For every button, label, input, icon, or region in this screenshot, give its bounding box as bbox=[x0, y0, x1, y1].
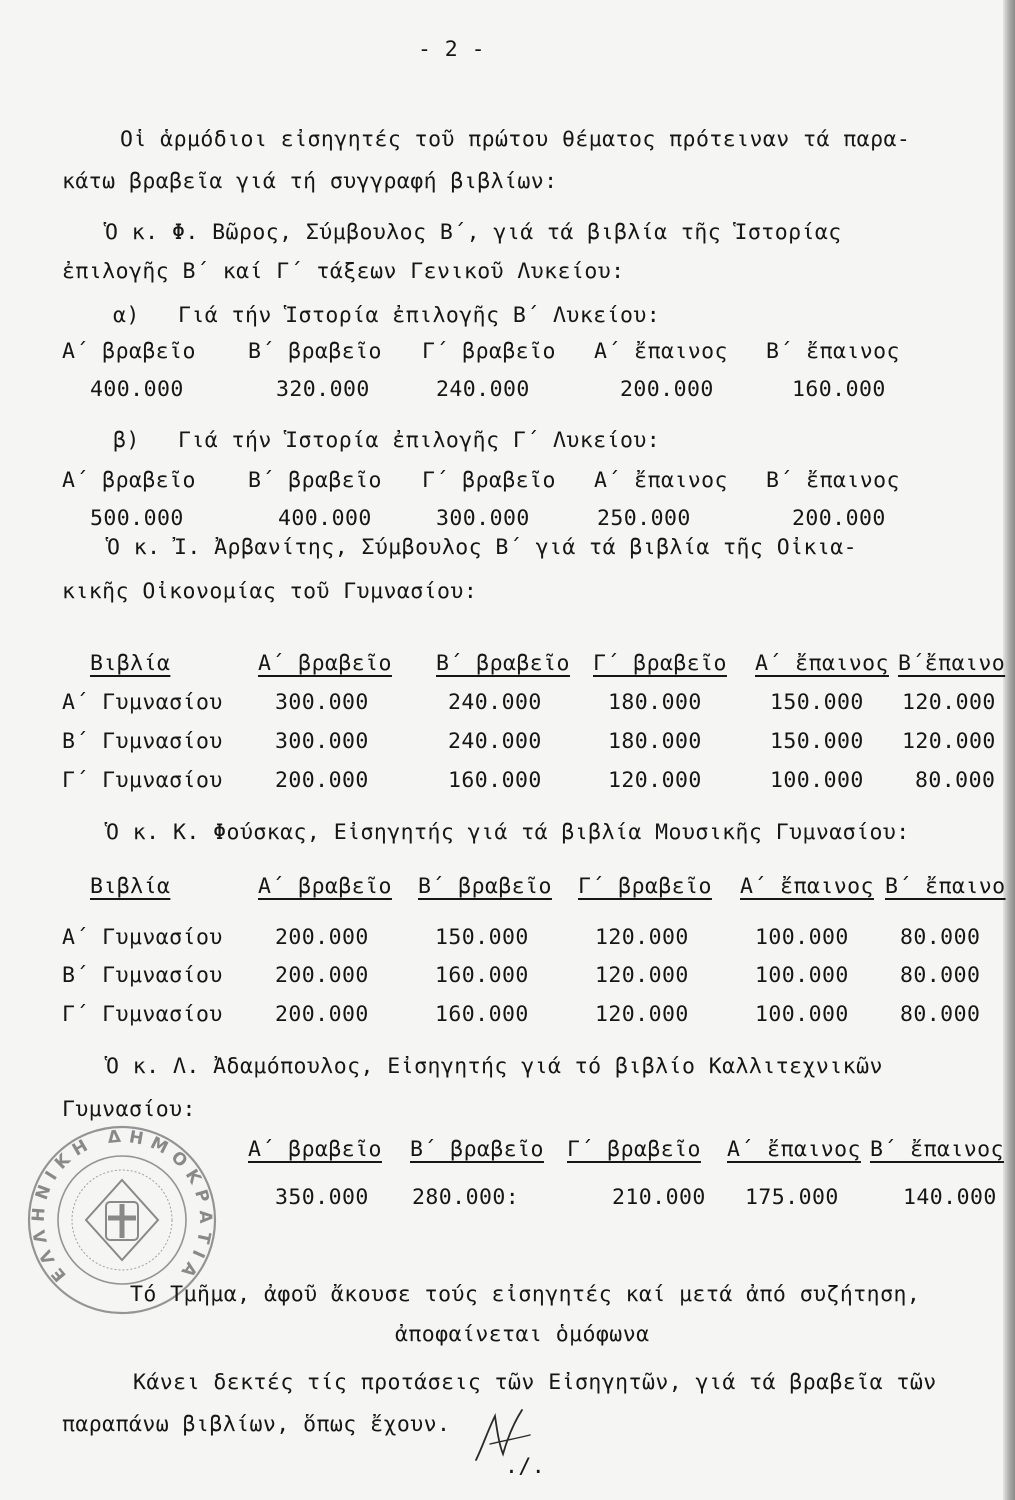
table-cell: 120.000 bbox=[902, 729, 996, 754]
table-cell: 80.000 bbox=[915, 768, 996, 793]
voros-line-2: ἐπιλογῆς Β΄ καί Γ΄ τάξεων Γενικοῦ Λυκείου: bbox=[62, 259, 625, 284]
table-header: Γ΄ βραβεῖο bbox=[578, 874, 712, 899]
adamopoulos-line-1: Ὁ κ. Λ. Ἀδαμόπουλος, Εἰσηγητής γιά τό βιβλίο Καλλιτεχνικῶν bbox=[106, 1054, 883, 1079]
table-cell: 100.000 bbox=[755, 1002, 849, 1027]
part-b-value: 500.000 bbox=[90, 506, 184, 531]
table-cell: 100.000 bbox=[755, 925, 849, 950]
row-label: Α΄ Γυμνασίου bbox=[62, 925, 223, 950]
part-a-value: 400.000 bbox=[90, 377, 184, 402]
table-cell: 300.000 bbox=[275, 729, 369, 754]
row-label: Β΄ Γυμνασίου bbox=[62, 729, 223, 754]
table-cell: 120.000 bbox=[595, 925, 689, 950]
table-header: Βιβλία bbox=[90, 651, 171, 676]
table-cell: 180.000 bbox=[608, 690, 702, 715]
continuation-mark: ./. bbox=[505, 1454, 546, 1479]
part-b-value: 300.000 bbox=[436, 506, 530, 531]
signature-scribble bbox=[468, 1404, 540, 1466]
signature-stroke bbox=[476, 1410, 522, 1460]
table-header: Α΄ ἔπαινος bbox=[740, 874, 874, 899]
part-a-title: Γιά τήν Ἱστορία ἐπιλογῆς Β΄ Λυκείου: bbox=[178, 303, 661, 328]
table-header: Α΄ ἔπαινος bbox=[727, 1137, 861, 1162]
table-cell: 120.000 bbox=[595, 963, 689, 988]
page-edge-shadow bbox=[1003, 0, 1015, 1500]
table-cell: 200.000 bbox=[275, 963, 369, 988]
table-header: Β΄ ἔπαινος bbox=[870, 1137, 1004, 1162]
table-cell: 280.000: bbox=[412, 1185, 520, 1210]
arvanitis-line-1: Ὁ κ. Ἰ. Ἀρβανίτης, Σύμβουλος Β΄ γιά τά βιβλία τῆς Οἰκια- bbox=[107, 535, 858, 560]
arvanitis-line-2: κικῆς Οἰκονομίας τοῦ Γυμνασίου: bbox=[62, 579, 478, 604]
part-b-header: Β΄ ἔπαινος bbox=[766, 468, 900, 493]
table-header: Β΄ἔπαινο bbox=[898, 651, 1006, 676]
part-a-value: 320.000 bbox=[276, 377, 370, 402]
table-cell: 240.000 bbox=[448, 690, 542, 715]
table-header: Α΄ ἔπαινος bbox=[755, 651, 889, 676]
intro-line-2: κάτω βραβεῖα γιά τή συγγραφή βιβλίων: bbox=[62, 169, 558, 194]
table-header: Β΄ βραβεῖο bbox=[418, 874, 552, 899]
table-cell: 120.000 bbox=[595, 1002, 689, 1027]
part-a-value: 200.000 bbox=[620, 377, 714, 402]
table-cell: 210.000 bbox=[612, 1185, 706, 1210]
table-cell: 100.000 bbox=[755, 963, 849, 988]
table-header: Γ΄ βραβεῖο bbox=[593, 651, 727, 676]
page-number: - 2 - bbox=[418, 37, 485, 62]
voros-line-1: Ὁ κ. Φ. Βῶρος, Σύμβουλος Β΄, γιά τά βιβλία τῆς Ἱστορίας bbox=[105, 220, 842, 245]
part-a-header: Γ΄ βραβεῖο bbox=[422, 339, 556, 364]
table-cell: 140.000 bbox=[903, 1185, 997, 1210]
part-a-header: Α΄ βραβεῖο bbox=[62, 339, 196, 364]
table-cell: 350.000 bbox=[275, 1185, 369, 1210]
table-cell: 200.000 bbox=[275, 925, 369, 950]
table-cell: 160.000 bbox=[448, 768, 542, 793]
table-cell: 180.000 bbox=[608, 729, 702, 754]
table-header: Α΄ βραβεῖο bbox=[258, 874, 392, 899]
table-cell: 160.000 bbox=[435, 1002, 529, 1027]
table-header: Β΄ ἔπαινο bbox=[885, 874, 1006, 899]
part-a-value: 160.000 bbox=[792, 377, 886, 402]
part-a-marker: α) bbox=[113, 303, 140, 328]
table-cell: 160.000 bbox=[435, 963, 529, 988]
part-a-header: Α΄ ἔπαινος bbox=[594, 339, 728, 364]
decision-line-2: Κάνει δεκτές τίς προτάσεις τῶν Εἰσηγητῶν, γιά τά βραβεῖα τῶν bbox=[133, 1370, 937, 1395]
part-b-marker: β) bbox=[113, 428, 140, 453]
part-b-title: Γιά τήν Ἱστορία ἐπιλογῆς Γ΄ Λυκείου: bbox=[178, 428, 661, 453]
table-cell: 100.000 bbox=[770, 768, 864, 793]
table-header: Α΄ βραβεῖο bbox=[248, 1137, 382, 1162]
table-header: Β΄ βραβεῖο bbox=[410, 1137, 544, 1162]
decision-verdict: ἀποφαίνεται ὁμόφωνα bbox=[395, 1322, 650, 1347]
row-label: Γ΄ Γυμνασίου bbox=[62, 1002, 223, 1027]
part-b-value: 250.000 bbox=[597, 506, 691, 531]
seal-outer-text-path: ΕΛΛΗΝΙΚΗ ΔΗΜΟΚΡΑΤΙΑ bbox=[28, 1126, 216, 1286]
part-b-value: 400.000 bbox=[278, 506, 372, 531]
table-cell: 150.000 bbox=[770, 690, 864, 715]
adamopoulos-line-2: Γυμνασίου: bbox=[62, 1097, 196, 1122]
table-cell: 80.000 bbox=[900, 1002, 981, 1027]
table-cell: 80.000 bbox=[900, 925, 981, 950]
part-b-header: Α΄ ἔπαινος bbox=[594, 468, 728, 493]
decision-line-3: παραπάνω βιβλίων, ὅπως ἔχουν. bbox=[62, 1412, 451, 1437]
intro-line-1: Οἱ ἁρμόδιοι εἰσηγητές τοῦ πρώτου θέματος πρότειναν τά παρα- bbox=[120, 127, 911, 152]
table-cell: 175.000 bbox=[745, 1185, 839, 1210]
decision-line-1: Τό Τμῆμα, ἀφοῦ ἄκουσε τούς εἰσηγητές καί μετά ἀπό συζήτηση, bbox=[130, 1282, 921, 1307]
row-label: Α΄ Γυμνασίου bbox=[62, 690, 223, 715]
table-cell: 240.000 bbox=[448, 729, 542, 754]
table-cell: 200.000 bbox=[275, 768, 369, 793]
part-b-header: Γ΄ βραβεῖο bbox=[422, 468, 556, 493]
table-cell: 120.000 bbox=[608, 768, 702, 793]
table-header: Β΄ βραβεῖο bbox=[436, 651, 570, 676]
part-a-value: 240.000 bbox=[436, 377, 530, 402]
table-header: Α΄ βραβεῖο bbox=[258, 651, 392, 676]
table-header: Γ΄ βραβεῖο bbox=[567, 1137, 701, 1162]
part-a-header: Β΄ βραβεῖο bbox=[248, 339, 382, 364]
part-b-header: Β΄ βραβεῖο bbox=[248, 468, 382, 493]
part-b-value: 200.000 bbox=[792, 506, 886, 531]
signature-underline bbox=[490, 1435, 530, 1444]
row-label: Β΄ Γυμνασίου bbox=[62, 963, 223, 988]
table-cell: 200.000 bbox=[275, 1002, 369, 1027]
part-a-header: Β΄ ἔπαινος bbox=[766, 339, 900, 364]
table-cell: 120.000 bbox=[902, 690, 996, 715]
row-label: Γ΄ Γυμνασίου bbox=[62, 768, 223, 793]
table-header: Βιβλία bbox=[90, 874, 171, 899]
table-cell: 150.000 bbox=[770, 729, 864, 754]
part-b-header: Α΄ βραβεῖο bbox=[62, 468, 196, 493]
table-cell: 300.000 bbox=[275, 690, 369, 715]
table-cell: 80.000 bbox=[900, 963, 981, 988]
fouskas-line-1: Ὁ κ. Κ. Φούσκας, Εἰσηγητής γιά τά βιβλία Μουσικῆς Γυμνασίου: bbox=[106, 820, 910, 845]
table-cell: 150.000 bbox=[435, 925, 529, 950]
